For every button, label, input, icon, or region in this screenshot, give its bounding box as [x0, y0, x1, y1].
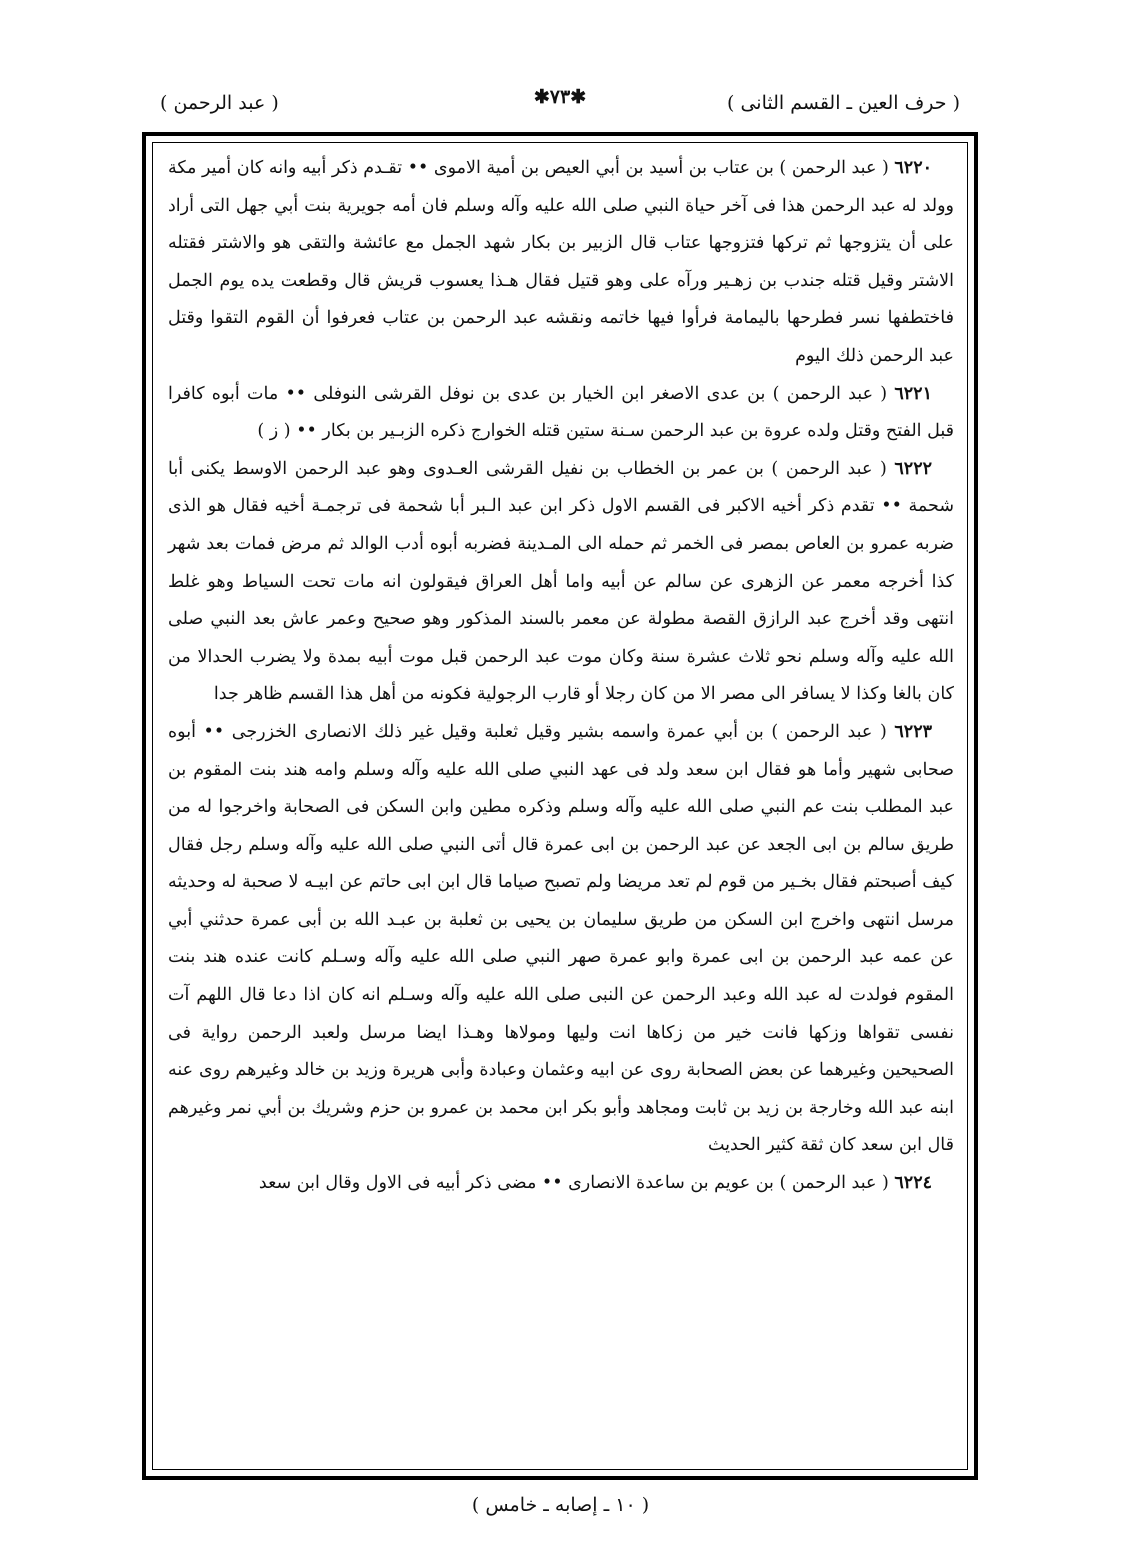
- entry-number: ٦٢٢٤: [894, 1173, 932, 1194]
- entry-text: ( عبد الرحمن ) بن عمر بن الخطاب بن نفيل القرشى العـدوى وهو عبد الرحمن الاوسط يكنى أبا شحمة •• تقدم ذكر أخيه الاكبر فى القسم الاول ذكر ابن عبد الـبر أبا شحمة فى ترجمـة أخيه فقال هو الذى ضربه عمرو بن العاص بمصر فى الخمر ثم حمله الى المـدينة فضربه أبوه أدب الوالد ثم مرض فمات بعد شهر كذا أخرجه معمر عن الزهرى عن سالم عن أبيه واما أهل العراق فيقولون انه مات تحت السياط وهو غلط انتهى وقد أخرج عبد الرازق القصة مطولة عن معمر بالسند المذكور وهو صحيح وعمر عاش بعد النبي صلى الله عليه وآله وسلم نحو ثلاث عشرة سنة وكان موت عبد الرحمن قبل موت أبيه بمدة ولا يضرب الحدالا من كان بالغا وكذا لا يسافر الى مصر الا من كان رجلا أو قارب الرجولية فكونه من أهل هذا القسم ظاهر جدا: [168, 458, 954, 705]
- entry: [168, 451, 954, 714]
- entry-text: ( عبد الرحمن ) بن عتاب بن أسيد بن أبي العيص بن أمية الاموى •• تقـدم ذكر أبيه وانه كان أمير مكة وولد له عبد الرحمن هذا فى آخر حياة النبي صلى الله عليه وآله وسلم فان أمه جويرية بنت أبي جهل التى أراد على أن يتزوجها ثم تركها فتزوجها عتاب قال الزبير بن بكار شهد الجمل مع عائشة والتقى هو والاشتر فقتله الاشتر وقيل قتله جندب بن زهـير ورآه على وهو قتيل فقال هـذا يعسوب قريش قال وقطعت يده يوم الجمل فاختطفها نسر فطرحها باليمامة فرأوا فيها خاتمه ونقشه عبد الرحمن بن عتاب فعرفوا أن القوم التقوا وقتل عبد الرحمن ذلك اليوم: [168, 158, 954, 366]
- entry: [168, 150, 954, 376]
- entry: [168, 1165, 954, 1203]
- page-number: ✱٧٣✱: [533, 86, 587, 108]
- entry-text: ( عبد الرحمن ) بن عدى الاصغر ابن الخيار بن عدى بن نوفل القرشى النوفلى •• مات أبوه كافرا قبل الفتح وقتل ولده عروة بن عبد الرحمن سـنة ستين قتله الخوارج ذكره الزبـير بن بكار •• ( ز ): [168, 383, 954, 442]
- topic-title: ( عبد الرحمن ): [160, 92, 279, 114]
- body-text: [168, 150, 954, 1203]
- entry-number: ٦٢٢٣: [894, 721, 932, 742]
- entry-number: ٦٢٢٢: [894, 458, 932, 479]
- entry: [168, 714, 954, 1165]
- footer-signature: ( ١٠ ـ إصابه ـ خامس ): [471, 1494, 650, 1516]
- entry-text: ( عبد الرحمن ) بن عويم بن ساعدة الانصارى •• مضى ذكر أبيه فى الاول وقال ابن سعد: [258, 1173, 889, 1194]
- page-number-value: ٧٣: [549, 86, 571, 108]
- entry-number: ٦٢٢٠: [894, 158, 932, 178]
- entry-number: ٦٢٢١: [894, 383, 932, 404]
- section-title: ( حرف العين ـ القسم الثانى ): [727, 92, 960, 114]
- entry-text: ( عبد الرحمن ) بن أبي عمرة واسمه بشير وقيل ثعلبة وقيل غير ذلك الانصارى الخزرجى •• أبوه صحابى شهير وأما هو فقال ابن سعد ولد فى عهد النبي صلى الله عليه وآله وسلم وامه هند بنت المقوم بن عبد المطلب بنت عم النبي صلى الله عليه وآله وسلم وذكره مطين وابن السكن فى الصحابة واخرجوا له من طريق سالم بن ابى الجعد عن عبد الرحمن بن ابى عمرة قال أتى النبي صلى الله عليه وآله وسلم رجل فقال كيف أصبحتم فقال بخـير من قوم لم تعد مريضا ولم تصبح صياما قال ابن ابى حاتم عن ابيـه لا صحبة له وحديثه مرسل انتهى واخرج ابن السكن من طريق سليمان بن يحيى بن ثعلبة بن عبـد الله بن أبى عمرة حدثني أبي عن عمه عبد الرحمن بن ابى عمرة وابو عمرة صهر النبي صلى الله عليه وآله وسـلم كانت عنده هند بنت المقوم فولدت له عبد الله وعبد الرحمن عن النبى صلى الله عليه وآله وسـلم انه كان اذا دعا قال اللهم آت نفسى تقواها وزكها فانت خير من زكاها انت وليها ومولاها وهـذا ايضا مرسل ولعبد الرحمن رواية فى الصحيحين وغيرهما عن بعض الصحابة روى عن ابيه وعثمان وعبادة وأبى هريرة وزيد بن خالد وغيرهم روى عنه ابنه عبد الله وخارجة بن زيد بن ثابت ومجاهد وأبو بكر ابن محمد بن عمرو بن حزم وشريك بن أبي نمر وغيرهم قال ابن سعد كان ثقة كثير الحديث: [168, 721, 954, 1156]
- running-header: [160, 86, 960, 126]
- entry: [168, 376, 954, 451]
